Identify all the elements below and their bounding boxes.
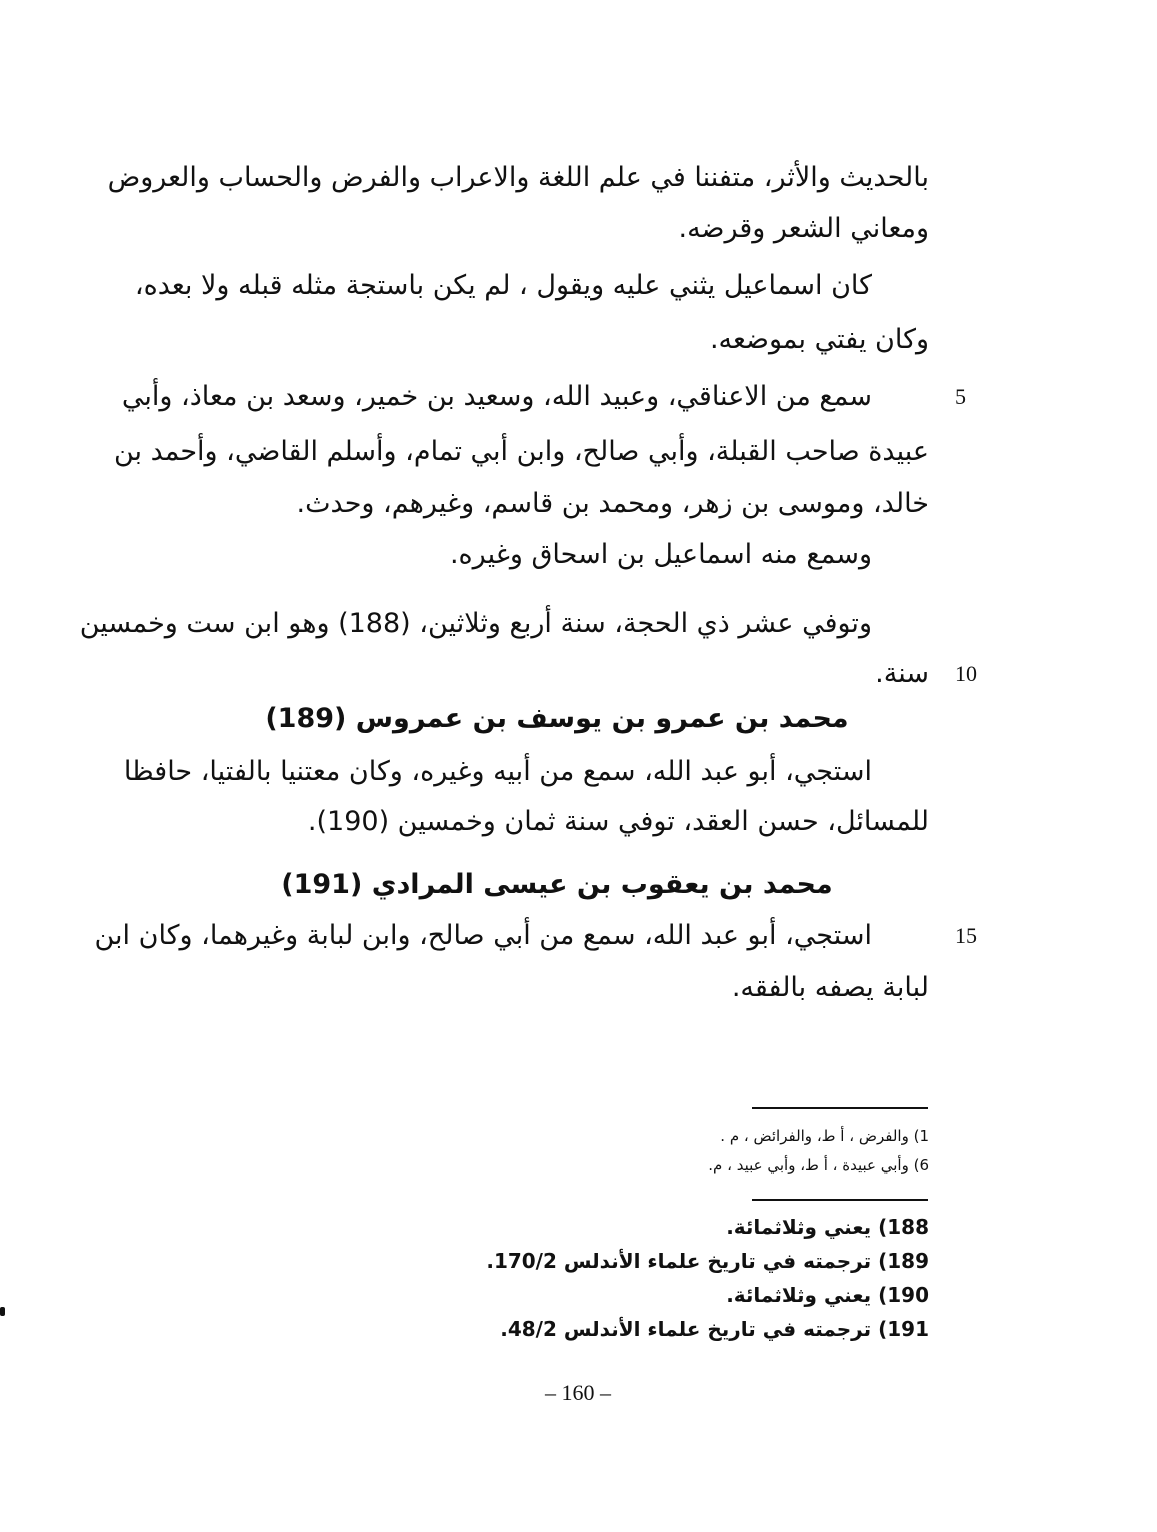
footnote-191: 191) ترجمته في تاريخ علماء الأندلس 48/2.	[500, 1317, 929, 1341]
section-heading-189: محمد بن عمرو بن يوسف بن عمروس (189)	[265, 703, 849, 734]
variant-note-6: 6) وأبي عبيدة ، أ ط، وأبي عبيد ، م.	[708, 1156, 929, 1174]
text-line-6: عبيدة صاحب القبلة، وأبي صالح، وابن أبي تمام، وأسلم القاضي، وأحمد بن	[113, 436, 929, 467]
text-line-14: لبابة يصفه بالفقه.	[731, 972, 929, 1003]
section-heading-191: محمد بن يعقوب بن عيسى المرادي (191)	[281, 869, 833, 900]
text-line-4: وكان يفتي بموضعه.	[709, 324, 929, 355]
footnote-189: 189) ترجمته في تاريخ علماء الأندلس 170/2.	[486, 1249, 929, 1273]
text-line-9: وتوفي عشر ذي الحجة، سنة أربع وثلاثين، (188) وهو ابن ست وخمسين	[79, 608, 872, 639]
text-line-7: خالد، وموسى بن زهر، ومحمد بن قاسم، وغيرهم، وحدث.	[296, 488, 929, 519]
text-line-8: وسمع منه اسماعيل بن اسحاق وغيره.	[449, 539, 872, 570]
text-line-12: للمسائل، حسن العقد، توفي سنة ثمان وخمسين (190).	[307, 806, 929, 837]
footnote-divider-notes	[752, 1199, 928, 1201]
variant-note-1: 1) والفرض ، أ ط، والفرائض ، م .	[720, 1127, 929, 1145]
text-line-5: سمع من الاعناقي، وعبيد الله، وسعيد بن خمير، وسعد بن معاذ، وأبي	[121, 381, 872, 412]
text-line-3: كان اسماعيل يثني عليه ويقول ، لم يكن باستجة مثله قبله ولا بعده،	[134, 270, 872, 301]
margin-line-number-15: 15	[955, 923, 977, 948]
footnote-188: 188) يعني وثلاثمائة.	[726, 1215, 929, 1239]
margin-line-number-5: 5	[955, 384, 966, 409]
footnote-divider-variants	[752, 1107, 928, 1109]
page-number: – 160 –	[545, 1380, 611, 1405]
text-line-2: ومعاني الشعر وقرضه.	[678, 213, 929, 244]
footnote-190: 190) يعني وثلاثمائة.	[726, 1283, 929, 1307]
text-line-10: سنة.	[875, 658, 929, 689]
scan-mark	[0, 1307, 5, 1316]
margin-line-number-10: 10	[955, 661, 977, 686]
text-line-11: استجي، أبو عبد الله، سمع من أبيه وغيره، وكان معتنيا بالفتيا، حافظا	[123, 756, 872, 787]
text-line-13: استجي، أبو عبد الله، سمع من أبي صالح، وابن لبابة وغيرهما، وكان ابن	[94, 920, 872, 951]
text-line-1: بالحديث والأثر، متفننا في علم اللغة والاعراب والفرض والحساب والعروض	[107, 162, 929, 193]
